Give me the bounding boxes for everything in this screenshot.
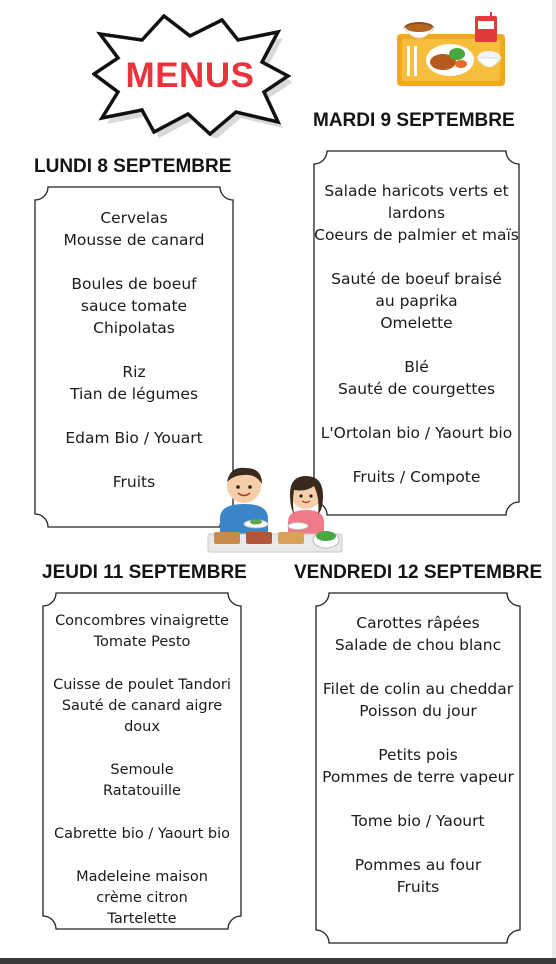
- menu-group: [42, 760, 242, 802]
- menu-group: [42, 867, 242, 930]
- menu-group: [313, 268, 520, 334]
- menu-list-mardi: [313, 150, 520, 510]
- menu-item: Pommes de terre vapeur: [322, 768, 514, 786]
- menu-group: [315, 854, 521, 898]
- menu-item: L'Ortolan bio / Yaourt bio: [320, 424, 513, 442]
- menu-item: Fruits / Compote: [352, 468, 481, 486]
- menu-group: [315, 744, 521, 788]
- menu-item: Poisson du jour: [359, 702, 477, 720]
- menu-group: [313, 356, 520, 400]
- menu-group: [34, 471, 234, 493]
- menu-group: [42, 824, 242, 845]
- menu-item: Sauté de canard aigre: [61, 698, 223, 714]
- menu-item: Petits pois: [378, 746, 458, 764]
- day-title-mardi: MARDI 9 SEPTEMBRE: [313, 110, 515, 131]
- menu-item: Carottes râpées: [356, 614, 480, 632]
- page-edge-right: [552, 0, 556, 964]
- menu-box-mardi: [313, 150, 520, 516]
- menu-item: Edam Bio / Youart: [65, 429, 203, 447]
- menu-item: Semoule: [110, 762, 174, 778]
- menu-group: [34, 273, 234, 339]
- menu-item: Blé: [404, 358, 429, 376]
- menu-item: Pommes au four: [354, 856, 482, 874]
- title-burst: [92, 14, 292, 138]
- menu-item: Tome bio / Yaourt: [351, 812, 485, 830]
- menu-item: Cuisse de poulet Tandori: [53, 677, 231, 693]
- menu-group: [313, 180, 520, 246]
- menu-list-lundi: [34, 186, 234, 515]
- menu-item: Boules de boeuf: [71, 275, 197, 293]
- menu-item: lardons: [387, 204, 446, 222]
- page-edge-bottom: [0, 958, 556, 964]
- menu-item: Salade de chou blanc: [334, 636, 502, 654]
- menu-item: Sauté de courgettes: [337, 380, 496, 398]
- menu-item: sauce tomate: [80, 297, 188, 315]
- menu-item: Chipolatas: [93, 319, 175, 337]
- menu-item: doux: [124, 719, 160, 735]
- menu-item: Omelette: [380, 314, 453, 332]
- menu-group: [42, 675, 242, 738]
- menu-item: Cabrette bio / Yaourt bio: [53, 826, 231, 842]
- day-title-vendredi: VENDREDI 12 SEPTEMBRE: [294, 562, 543, 583]
- day-title-jeudi: JEUDI 11 SEPTEMBRE: [42, 562, 247, 583]
- menu-box-vendredi: [315, 592, 521, 944]
- menu-item: Riz: [122, 363, 146, 381]
- page-title: MENUS: [125, 56, 255, 95]
- menu-item: Tartelette: [107, 911, 177, 927]
- menu-group: [313, 422, 520, 444]
- menu-box-lundi: [34, 186, 234, 528]
- menu-item: Sauté de boeuf braisé: [331, 270, 502, 288]
- menu-item: Cervelas: [100, 209, 168, 227]
- menu-item: crème citron: [96, 890, 188, 906]
- menu-item: Tian de légumes: [69, 385, 199, 403]
- lunch-tray-icon: [395, 12, 507, 88]
- menu-group: [42, 611, 242, 653]
- menu-item: Ratatouille: [103, 783, 181, 799]
- menu-box-jeudi: [42, 592, 242, 930]
- menu-group: [34, 361, 234, 405]
- menu-group: [315, 612, 521, 656]
- menu-item: Tomate Pesto: [93, 634, 191, 650]
- menu-item: au paprika: [375, 292, 458, 310]
- menu-item: Madeleine maison: [76, 869, 208, 885]
- children-buffet-illustration: [206, 462, 344, 558]
- menu-group: [315, 678, 521, 722]
- menu-group: [34, 427, 234, 449]
- menu-item: Filet de colin au cheddar: [322, 680, 514, 698]
- day-title-lundi: LUNDI 8 SEPTEMBRE: [34, 156, 232, 177]
- menu-item: Salade haricots verts et: [324, 182, 509, 200]
- menu-item: Concombres vinaigrette: [55, 613, 229, 629]
- menu-group: [313, 466, 520, 488]
- menu-group: [34, 207, 234, 251]
- menu-list-vendredi: [315, 592, 521, 920]
- menu-list-jeudi: [42, 592, 242, 952]
- menu-item: Coeurs de palmier et maïs: [314, 226, 519, 244]
- menu-group: [315, 810, 521, 832]
- menu-item: Fruits: [112, 473, 156, 491]
- menu-item: Mousse de canard: [63, 231, 205, 249]
- menu-item: Fruits: [396, 878, 440, 896]
